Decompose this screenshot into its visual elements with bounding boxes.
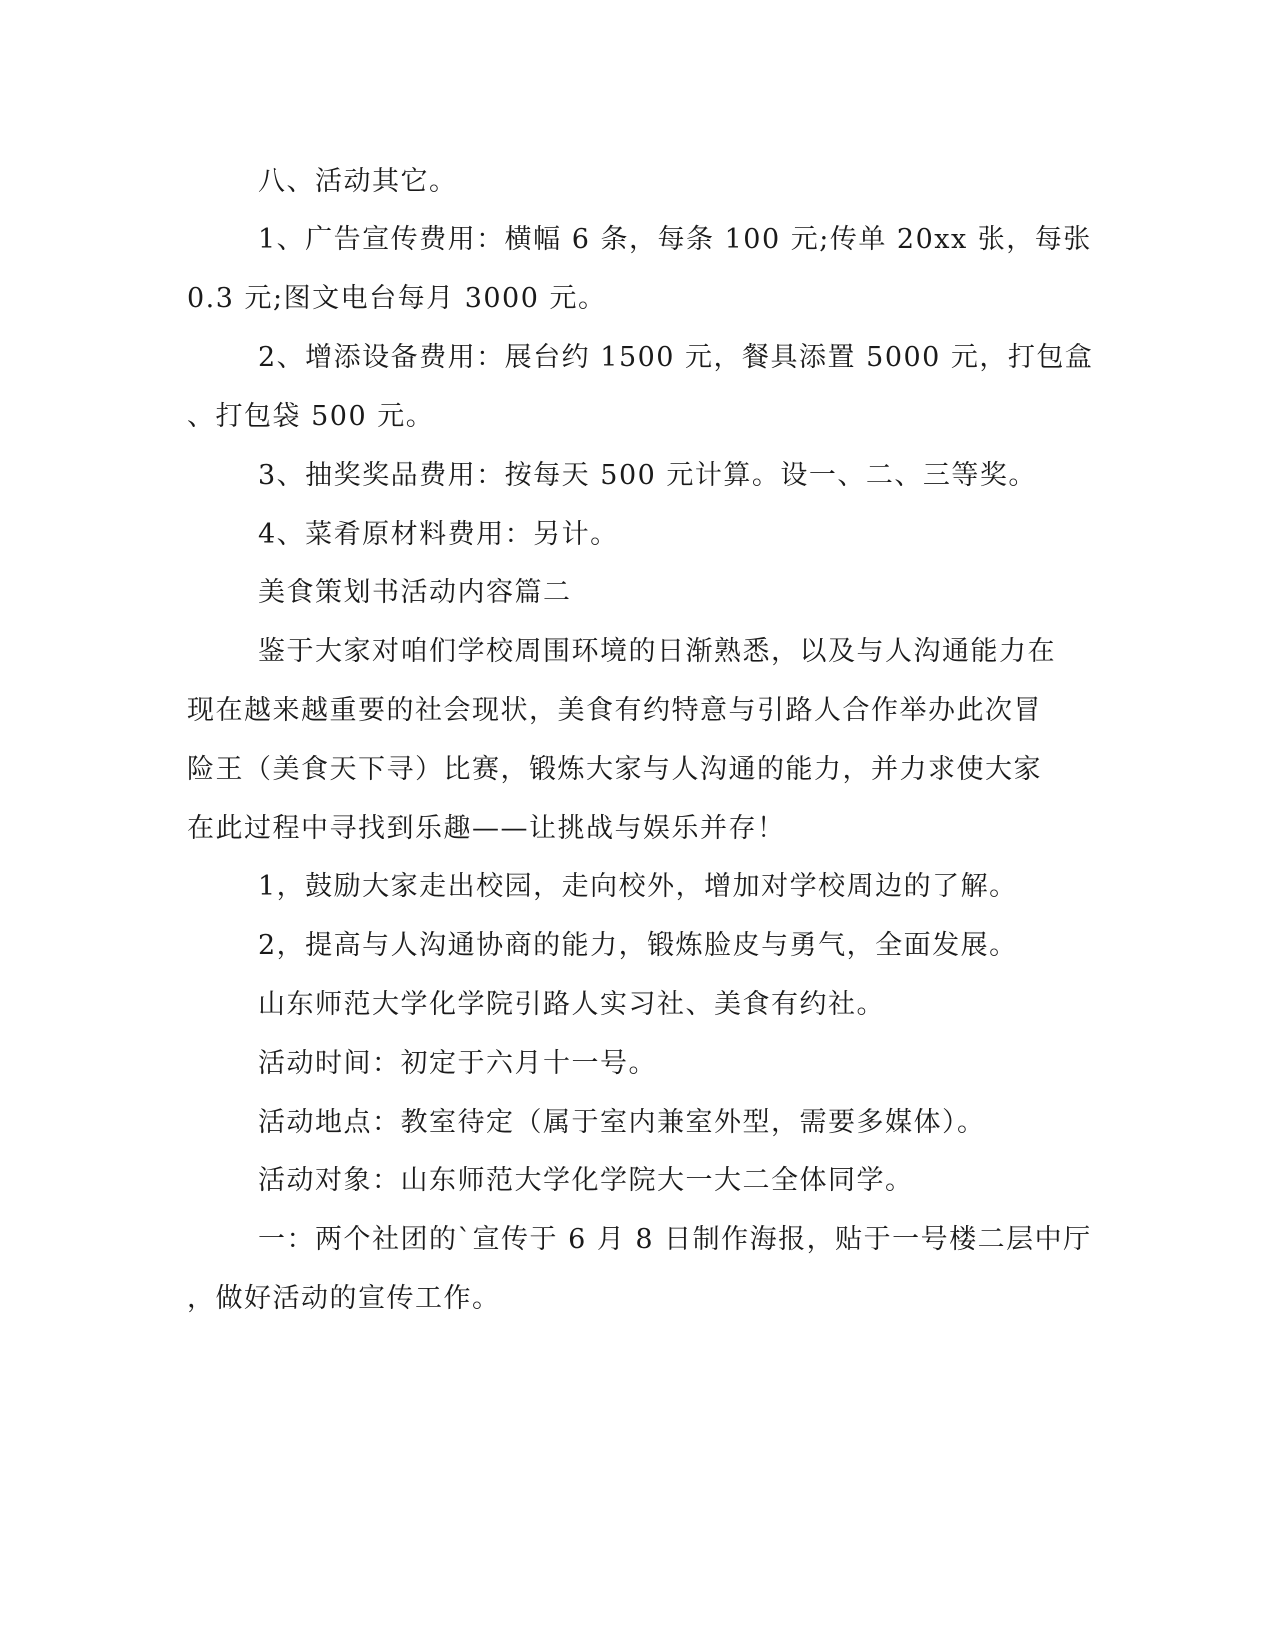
paragraph-line: 活动对象：山东师范大学化学院大一大二全体同学。 xyxy=(258,1165,914,1196)
paragraph-line: 1，鼓励大家走出校园，走向校外，增加对学校周边的了解。 xyxy=(258,871,1018,902)
section-heading: 八、活动其它。 xyxy=(258,166,458,197)
paragraph-line: 0.3 元;图文电台每月 3000 元。 xyxy=(187,283,607,314)
paragraph-line: ，做好活动的宣传工作。 xyxy=(187,1283,501,1314)
paragraph-line: 2，提高与人沟通协商的能力，锻炼脸皮与勇气，全面发展。 xyxy=(258,930,1018,961)
paragraph-line: 1、广告宣传费用：横幅 6 条，每条 100 元;传单 20xx 张，每张 xyxy=(258,224,1092,255)
section-title: 美食策划书活动内容篇二 xyxy=(258,577,572,608)
paragraph-line: 3、抽奖奖品费用：按每天 500 元计算。设一、二、三等奖。 xyxy=(258,460,1037,491)
paragraph-line: 活动地点：教室待定（属于室内兼室外型，需要多媒体）。 xyxy=(258,1107,986,1138)
paragraph-line: 在此过程中寻找到乐趣——让挑战与娱乐并存！ xyxy=(187,813,786,844)
paragraph-line: 鉴于大家对咱们学校周围环境的日渐熟悉，以及与人沟通能力在 xyxy=(258,636,1056,667)
paragraph-line: 险王（美食天下寻）比赛，锻炼大家与人沟通的能力，并力求使大家 xyxy=(187,754,1042,785)
paragraph-line: 、打包袋 500 元。 xyxy=(187,401,435,432)
paragraph-line: 活动时间：初定于六月十一号。 xyxy=(258,1048,657,1079)
paragraph-line: 一：两个社团的`宣传于 6 月 8 日制作海报，贴于一号楼二层中厅 xyxy=(258,1224,1092,1255)
paragraph-line: 现在越来越重要的社会现状，美食有约特意与引路人合作举办此次冒 xyxy=(187,695,1042,726)
paragraph-line: 山东师范大学化学院引路人实习社、美食有约社。 xyxy=(258,989,885,1020)
paragraph-line: 4、菜肴原材料费用：另计。 xyxy=(258,519,619,550)
paragraph-line: 2、增添设备费用：展台约 1500 元，餐具添置 5000 元，打包盒 xyxy=(258,342,1094,373)
